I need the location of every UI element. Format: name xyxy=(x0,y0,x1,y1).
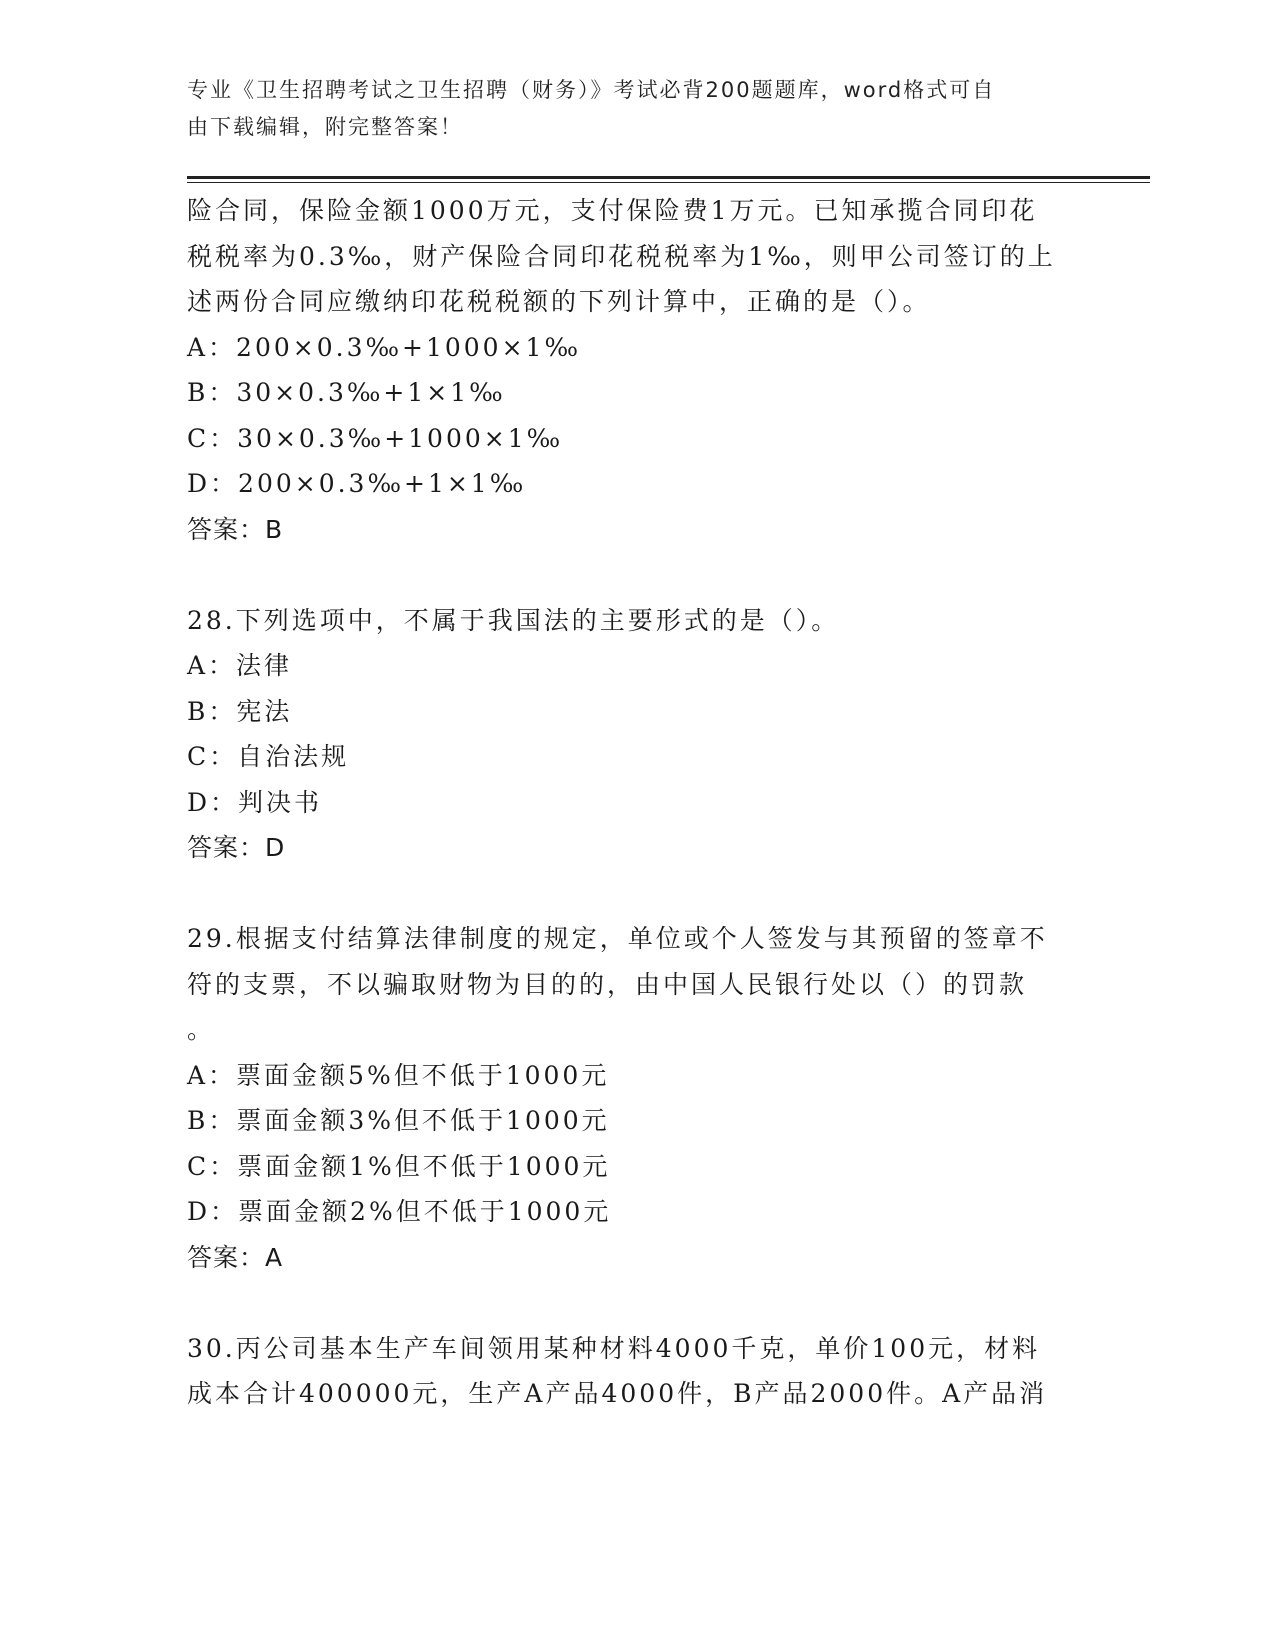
spacer xyxy=(187,1280,1087,1326)
option-c: C：30×0.3‰+1000×1‰ xyxy=(187,423,564,453)
question-28 xyxy=(187,598,1087,871)
question-text-line: 29.根据支付结算法律制度的规定，单位或个人签发与其预留的签章不 xyxy=(187,924,1048,953)
question-29 xyxy=(187,916,1087,1280)
question-text-line: 。 xyxy=(187,1015,216,1044)
spacer xyxy=(187,552,1087,598)
question-30 xyxy=(187,1326,1087,1417)
header-divider-thin xyxy=(187,182,1150,183)
question-text-line: 税税率为0.3‰，财产保险合同印花税税率为1‰，则甲公司签订的上 xyxy=(187,241,1056,271)
document-header xyxy=(187,72,1067,146)
question-text-line: 险合同，保险金额1000万元，支付保险费1万元。已知承揽合同印花 xyxy=(187,196,1038,225)
option-d: D：200×0.3‰+1×1‰ xyxy=(187,469,527,498)
answer-line: 答案：D xyxy=(187,833,286,862)
answer-line: 答案：A xyxy=(187,1242,284,1272)
option-d: D：票面金额2%但不低于1000元 xyxy=(187,1197,612,1226)
option-d: D：判决书 xyxy=(187,787,323,817)
option-b: B：票面金额3%但不低于1000元 xyxy=(187,1106,610,1135)
option-a: A：法律 xyxy=(187,651,293,680)
header-divider-thick xyxy=(187,176,1150,179)
option-b: B：宪法 xyxy=(187,696,293,726)
option-c: C：票面金额1%但不低于1000元 xyxy=(187,1151,611,1181)
option-b: B：30×0.3‰+1×1‰ xyxy=(187,378,506,407)
question-content xyxy=(187,188,1087,1417)
header-title-line-1: 专业《卫生招聘考试之卫生招聘（财务）》考试必背200题题库，word格式可自 xyxy=(187,78,996,102)
question-text-line: 述两份合同应缴纳印花税税额的下列计算中，正确的是（）。 xyxy=(187,287,931,316)
answer-line: 答案：B xyxy=(187,514,284,544)
option-a: A：票面金额5%但不低于1000元 xyxy=(187,1060,610,1090)
question-text-line: 符的支票，不以骗取财物为目的的，由中国人民银行处以（）的罚款 xyxy=(187,969,1028,999)
option-a: A：200×0.3‰+1000×1‰ xyxy=(187,332,581,362)
spacer xyxy=(187,871,1087,917)
header-title-line-2: 由下载编辑，附完整答案！ xyxy=(187,115,463,139)
option-c: C：自治法规 xyxy=(187,742,350,771)
question-text-line: 30.丙公司基本生产车间领用某种材料4000千克，单价100元，材料 xyxy=(187,1333,1041,1363)
question-27-continuation xyxy=(187,188,1087,552)
question-text-line: 28.下列选项中，不属于我国法的主要形式的是（）。 xyxy=(187,605,840,635)
question-text-line: 成本合计400000元，生产A产品4000件，B产品2000件。A产品消 xyxy=(187,1379,1048,1408)
